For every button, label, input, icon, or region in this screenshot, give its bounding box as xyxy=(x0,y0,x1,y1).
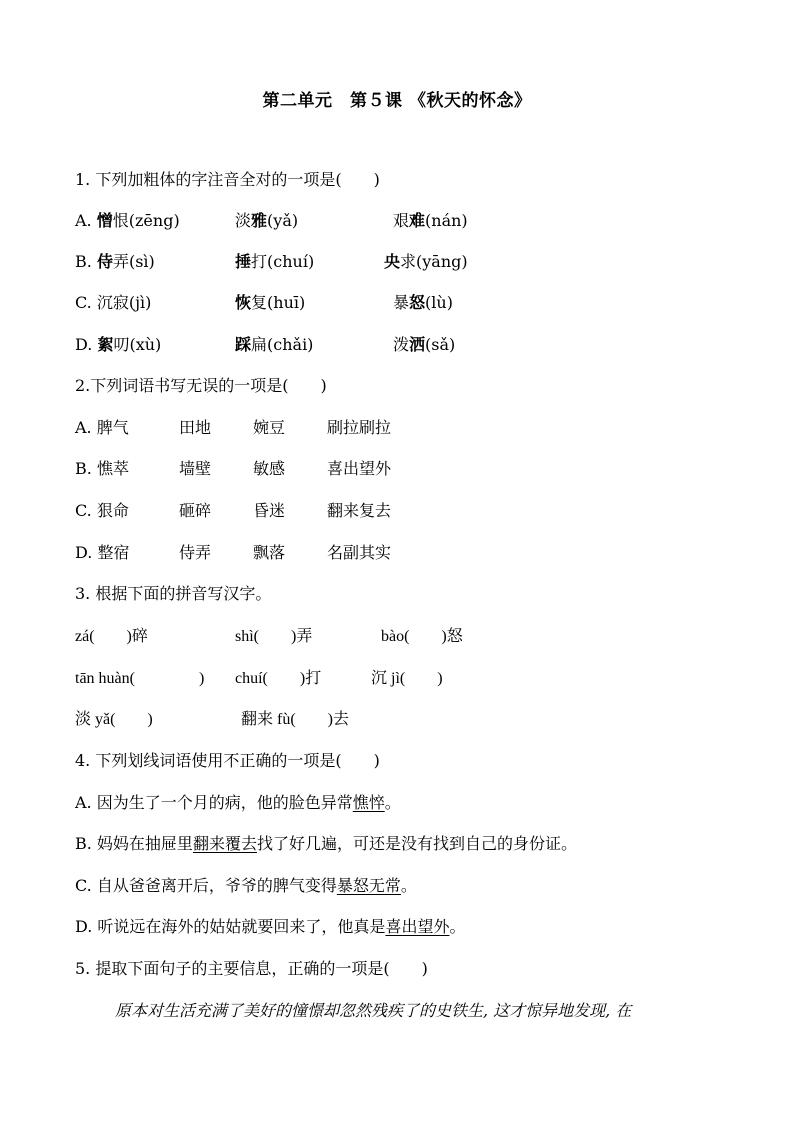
q3-pinyin-row-3: 淡 yǎ( ) 翻来 fù( )去 xyxy=(75,711,349,728)
lesson-title: 第二单元 第５课 《秋天的怀念》 xyxy=(262,91,532,111)
q1-option-b: B. 侍弄(sì) 捶打(chuí) 央求(yāng) xyxy=(75,252,468,271)
question-1-stem: 1. 下列加粗体的字注音全对的一项是( ) xyxy=(75,170,380,189)
q2-option-d: D. 整宿 侍弄 飘落 名副其实 xyxy=(75,543,392,562)
question-3-stem: 3. 根据下面的拼音写汉字。 xyxy=(75,584,272,603)
q2-option-c: C. 狠命 砸碎 昏迷 翻来复去 xyxy=(75,501,392,520)
q1-option-d: D. 絮叨(xù) 踩扁(chǎi) 泼洒(sǎ) xyxy=(75,335,456,354)
q1-option-c: C. 沉寂(jì) 恢复(huī) 暴怒(lù) xyxy=(75,293,453,312)
q4-option-c: C. 自从爸爸离开后，爷爷的脾气变得暴怒无常。 xyxy=(75,876,417,895)
q2-option-b: B. 憔萃 墙壁 敏感 喜出望外 xyxy=(75,459,392,478)
q3-pinyin-row-2: tān huàn( ) chuí( )打 沉 jì( ) xyxy=(75,670,443,687)
underlined-word: 憔悴 xyxy=(352,793,385,812)
underlined-word: 暴怒无常 xyxy=(336,876,401,895)
underlined-word: 翻来覆去 xyxy=(192,834,257,853)
q4-option-b: B. 妈妈在抽屉里翻来覆去找了好几遍，可还是没有找到自己的身份证。 xyxy=(75,834,577,853)
q4-option-a: A. 因为生了一个月的病，他的脸色异常憔悴。 xyxy=(75,793,401,812)
q1-option-a: A. 憎恨(zēng) 淡雅(yǎ) 艰难(nán) xyxy=(75,211,468,230)
underlined-word: 喜出望外 xyxy=(385,917,450,936)
q4-option-d: D. 听说远在海外的姑姑就要回来了，他真是喜出望外。 xyxy=(75,917,466,936)
question-2-stem: 2.下列词语书写无误的一项是( ) xyxy=(75,376,327,395)
q2-option-a: A. 脾气 田地 婉豆 刷拉刷拉 xyxy=(75,418,392,437)
q5-passage: 原本对生活充满了美好的憧憬却忽然残疾了的史铁生, 这才惊异地发现, 在 xyxy=(115,1001,632,1020)
question-5-stem: 5. 提取下面句子的主要信息，正确的一项是( ) xyxy=(75,959,428,978)
question-4-stem: 4. 下列划线词语使用不正确的一项是( ) xyxy=(75,751,380,770)
q3-pinyin-row-1: zá( )碎 shì( )弄 bào( )怒 xyxy=(75,628,463,645)
